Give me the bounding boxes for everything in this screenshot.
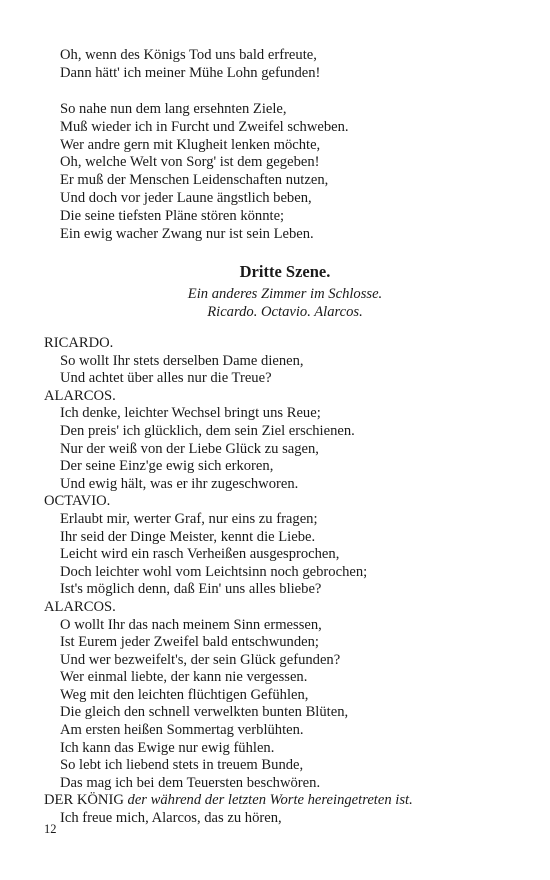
- speech-octavio: [0, 493, 550, 599]
- speech-line: So lebt ich liebend stets in treuem Bunde,: [60, 757, 304, 774]
- speaker-name: DER KÖNIG der während der letzten Worte hereingetreten ist.: [44, 792, 413, 809]
- verse-line: Wer andre gern mit Klugheit lenken möchte,: [60, 136, 321, 153]
- speech-line: Ich denke, leichter Wechsel bringt uns Reue;: [60, 405, 321, 422]
- verse-line: Er muß der Menschen Leidenschaften nutzen,: [60, 172, 329, 189]
- speech-alarcos-1: [0, 388, 550, 494]
- verse-line: Dann hätt' ich meiner Mühe Lohn gefunden!: [60, 64, 321, 81]
- stage-direction: [0, 286, 550, 322]
- speech-line: Ich freue mich, Alarcos, das zu hören,: [60, 810, 282, 827]
- speech-alarcos-2: [0, 599, 550, 793]
- speaker-name: OCTAVIO.: [44, 493, 111, 510]
- speech-line: Erlaubt mir, werter Graf, nur eins zu fragen;: [60, 510, 318, 527]
- verse-line: Oh, welche Welt von Sorg' ist dem gegeben!: [60, 154, 320, 171]
- speech-line: Ist's möglich denn, daß Ein' uns alles bliebe?: [60, 581, 322, 598]
- page-number: 12: [44, 822, 57, 836]
- inline-stage-direction: der während der letzten Worte hereingetreten ist.: [127, 792, 413, 809]
- verse-line: Oh, wenn des Königs Tod uns bald erfreute,: [60, 47, 317, 63]
- speaker-name: ALARCOS.: [44, 387, 116, 404]
- speech-line: Am ersten heißen Sommertag verblühten.: [60, 722, 304, 739]
- dialogue: [0, 335, 550, 828]
- speech-line: Und ewig hält, was er ihr zugeschworen.: [60, 475, 299, 492]
- speech-line: Der seine Einz'ge ewig sich erkoren,: [60, 458, 274, 475]
- speech-line: Nur der weiß von der Liebe Glück zu sagen,: [60, 440, 319, 457]
- speech-line: Und achtet über alles nur die Treue?: [60, 370, 272, 387]
- speech-line: Ich kann das Ewige nur ewig fühlen.: [60, 739, 275, 756]
- speech-line: Weg mit den leichten flüchtigen Gefühlen,: [60, 686, 309, 703]
- speech-line: Doch leichter wohl vom Leichtsinn noch gebrochen;: [60, 563, 368, 580]
- speech-line: Wer einmal liebte, der kann nie vergessen.: [60, 669, 308, 686]
- stage-direction-line: Ein anderes Zimmer im Schlosse.: [187, 286, 383, 302]
- stanza-1: [0, 47, 550, 83]
- speech-koenig: [0, 792, 550, 827]
- speech-line: Die gleich den schnell verwelkten bunten Blüten,: [60, 704, 349, 721]
- stanza-2: [0, 101, 550, 243]
- speech-line: So wollt Ihr stets derselben Dame dienen,: [60, 352, 304, 369]
- speech-line: Leicht wird ein rasch Verheißen ausgesprochen,: [60, 546, 340, 563]
- verse-line: Und doch vor jeder Laune ängstlich beben,: [60, 189, 312, 206]
- speaker-name: ALARCOS.: [44, 598, 116, 615]
- speech-line: Das mag ich bei dem Teuersten beschwören.: [60, 774, 321, 791]
- verse-line: So nahe nun dem lang ersehnten Ziele,: [60, 101, 287, 117]
- speaker-name: RICARDO.: [44, 335, 114, 351]
- speech-ricardo: [0, 335, 550, 388]
- speech-line: O wollt Ihr das nach meinem Sinn ermessen,: [60, 616, 322, 633]
- verse-line: Ein ewig wacher Zwang nur ist sein Leben.: [60, 225, 314, 242]
- verse-line: Muß wieder ich in Furcht und Zweifel schweben.: [60, 118, 349, 135]
- stage-direction-line: Ricardo. Octavio. Alarcos.: [207, 303, 363, 320]
- verse-line: Die seine tiefsten Pläne stören könnte;: [60, 207, 285, 224]
- speech-line: Ihr seid der Dinge Meister, kennt die Liebe.: [60, 528, 316, 545]
- speech-line: Ist Eurem jeder Zweifel bald entschwunden;: [60, 634, 319, 651]
- scene-title: Dritte Szene.: [239, 262, 331, 281]
- speech-line: Und wer bezweifelt's, der sein Glück gefunden?: [60, 651, 341, 668]
- speech-line: Den preis' ich glücklich, dem sein Ziel erschienen.: [60, 422, 355, 439]
